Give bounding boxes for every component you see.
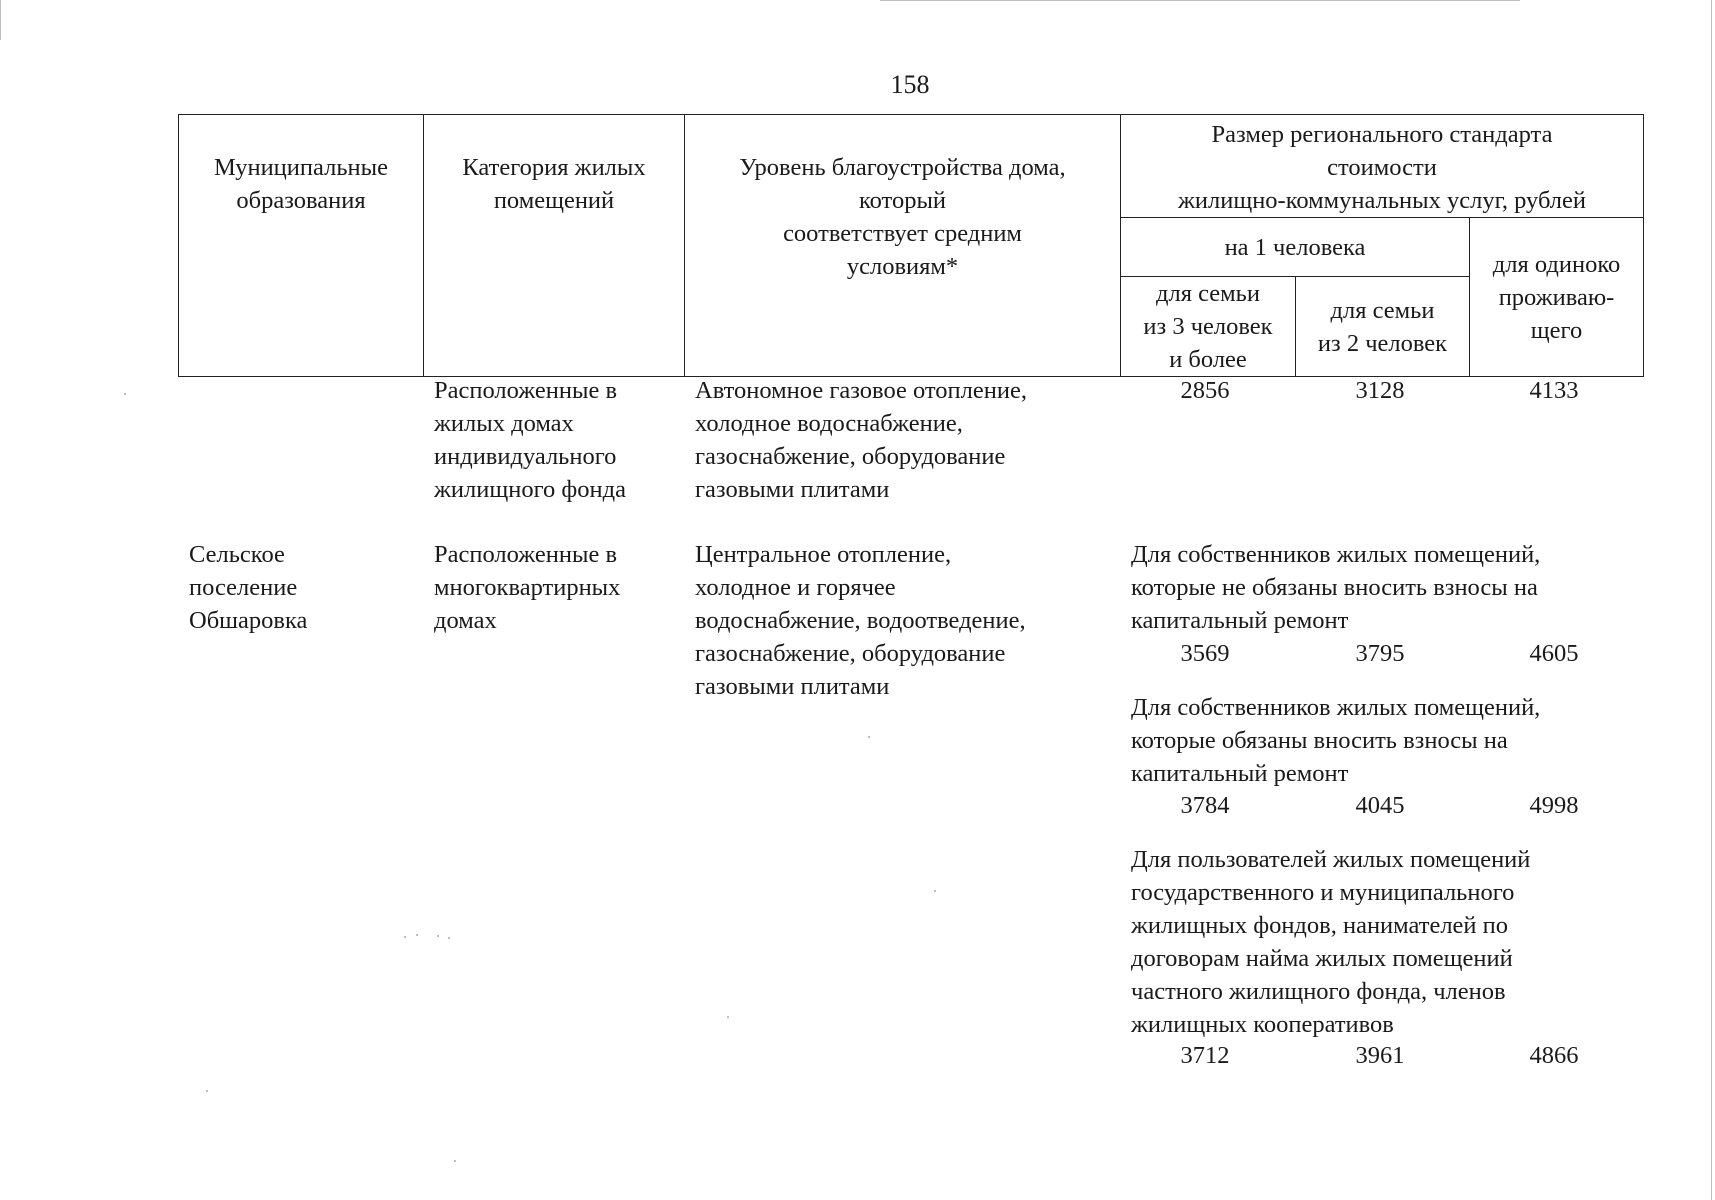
row1-value-single: 4133 <box>1529 377 1579 404</box>
scan-speck <box>868 736 870 738</box>
header-level: Уровень благоустройства дома, который соответствует средним условиям* <box>685 115 1121 377</box>
header-single: для одиноко проживаю- щего <box>1470 218 1644 377</box>
scan-speck <box>448 937 450 939</box>
group1-value-single: 4605 <box>1529 640 1579 667</box>
header-family2: для семьи из 2 человек <box>1296 277 1470 377</box>
header-municipality: Муниципальные образования <box>179 115 424 377</box>
group2-label: Для собственников жилых помещений, которые обязаны вносить взносы на капитальный ремонт <box>1131 694 1541 787</box>
scan-speck <box>437 935 439 937</box>
group1-value-family2: 3795 <box>1355 640 1405 667</box>
row1-value-family3: 2856 <box>1180 377 1230 404</box>
group3-label: Для пользователей жилых помещений государственного и муниципального жилищных фондов, нанимателей по договорам найма жилых помещений частного жилищного фонда, членов жилищных кооперативов <box>1131 846 1531 1038</box>
scan-speck <box>727 1016 729 1018</box>
group3-value-single: 4866 <box>1529 1042 1579 1069</box>
scan-speck <box>416 934 418 936</box>
group3-value-family2: 3961 <box>1355 1042 1405 1069</box>
row1-level: Автономное газовое отопление, холодное водоснабжение, газоснабжение, оборудование газовыми плитами <box>695 377 1027 503</box>
scan-speck <box>206 1090 208 1092</box>
scan-speck <box>454 1160 456 1162</box>
header-category: Категория жилых помещений <box>424 115 685 377</box>
header-family3: для семьи из 3 человек и более <box>1121 277 1296 377</box>
row2-category: Расположенные в многоквартирных домах <box>434 541 621 634</box>
row2-municipality: Сельское поселение Обшаровка <box>189 541 308 634</box>
header-per-person: на 1 человека <box>1121 218 1470 277</box>
page-number: 158 <box>890 70 930 99</box>
row2-level: Центральное отопление, холодное и горячее водоснабжение, водоотведение, газоснабжение, оборудование газовыми плитами <box>695 541 1026 700</box>
group2-value-family3: 3784 <box>1180 792 1230 819</box>
group3-value-family3: 3712 <box>1180 1042 1230 1069</box>
group1-label: Для собственников жилых помещений, которые не обязаны вносить взносы на капитальный ремонт <box>1131 541 1541 634</box>
scan-edge-right <box>1711 0 1712 1200</box>
group2-value-family2: 4045 <box>1355 792 1405 819</box>
group1-value-family3: 3569 <box>1180 640 1230 667</box>
header-standard: Размер регионального стандарта стоимости жилищно-коммунальных услуг, рублей <box>1121 115 1644 218</box>
scan-speck <box>404 936 406 938</box>
row1-category: Расположенные в жилых домах индивидуального жилищного фонда <box>434 377 626 503</box>
header-table <box>178 114 1644 377</box>
scan-speck <box>934 890 936 892</box>
scan-edge-top <box>880 0 1520 1</box>
scan-edge-left <box>0 0 1 40</box>
row1-value-family2: 3128 <box>1355 377 1405 404</box>
scan-speck <box>124 393 126 395</box>
group2-value-single: 4998 <box>1529 792 1579 819</box>
